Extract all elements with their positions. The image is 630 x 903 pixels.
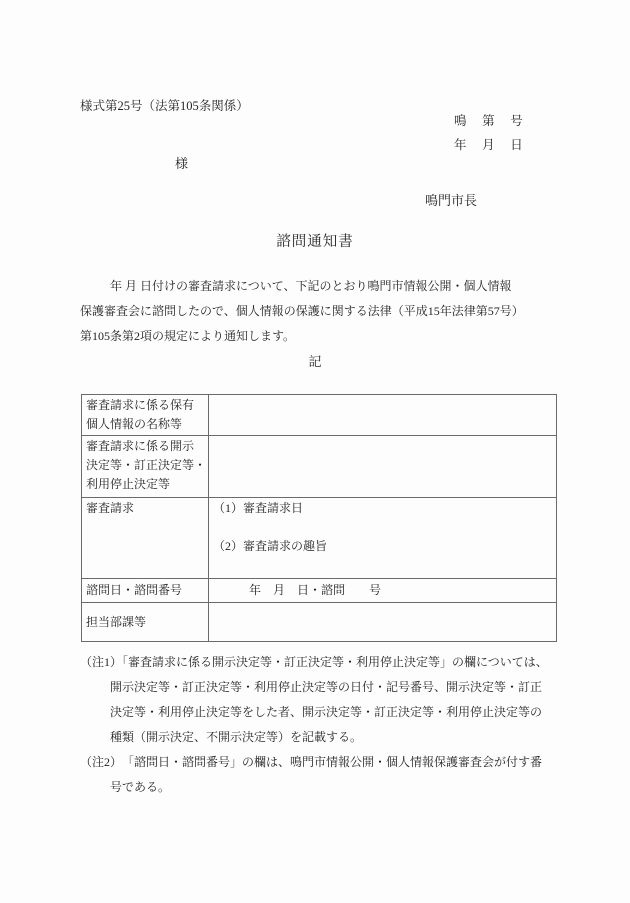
table-row-referral-date-number bbox=[82, 579, 557, 603]
row-value bbox=[209, 603, 557, 642]
inquiry-table bbox=[81, 394, 557, 642]
table-row-department bbox=[82, 603, 557, 642]
document-number-line: 鳴 第 号 bbox=[454, 114, 523, 128]
row-label: 担当部課等 bbox=[82, 603, 209, 642]
table-row-retained-info-name bbox=[82, 395, 557, 436]
form-number: 様式第25号（法第105条関係） bbox=[80, 99, 249, 113]
note-1: （注1）「審査請求に係る開示決定等・訂正決定等・利用停止決定等」の欄については、 開示決定等・訂正決定等・利用停止決定等の日付・記号番号、開示決定等・訂正 決定等・利用停止決定等をした者、開示決定等・訂正決定等・利用停止決定等の 種類（開示決定、不開示決定等）を記載する。 bbox=[80, 655, 548, 744]
table-row-decisions bbox=[82, 436, 557, 498]
row-value: （1）審査請求日 （2）審査請求の趣旨 bbox=[209, 498, 557, 579]
table-row-review-request bbox=[82, 498, 557, 579]
row-label: 審査請求 bbox=[82, 498, 209, 579]
row-label: 審査請求に係る保有 個人情報の名称等 bbox=[82, 395, 209, 436]
row-label: 審査請求に係る開示 決定等・訂正決定等・ 利用停止決定等 bbox=[82, 436, 209, 498]
section-marker-ki: 記 bbox=[308, 354, 322, 369]
document-date-line: 年 月 日 bbox=[454, 138, 523, 152]
document-title: 諮問通知書 bbox=[276, 234, 354, 250]
row-value: 年 月 日・諮問 号 bbox=[209, 579, 557, 603]
sender-name: 鳴門市長 bbox=[425, 193, 478, 208]
body-paragraph: 年 月 日付けの審査請求について、下記のとおり鳴門市情報公開・個人情報 保護審査会に諮問したので、個人情報の保護に関する法律（平成15年法律第57号） 第105条第2項の規定により通知します。 bbox=[80, 279, 524, 343]
row-value bbox=[209, 395, 557, 436]
note-2: （注2） 「諮問日・諮問番号」の欄は、鳴門市情報公開・個人情報保護審査会が付す番 号である。 bbox=[80, 755, 543, 794]
row-label: 諮問日・諮問番号 bbox=[82, 579, 209, 603]
row-value bbox=[209, 436, 557, 498]
footnotes bbox=[80, 650, 590, 800]
addressee-honorific: 様 bbox=[175, 156, 189, 171]
